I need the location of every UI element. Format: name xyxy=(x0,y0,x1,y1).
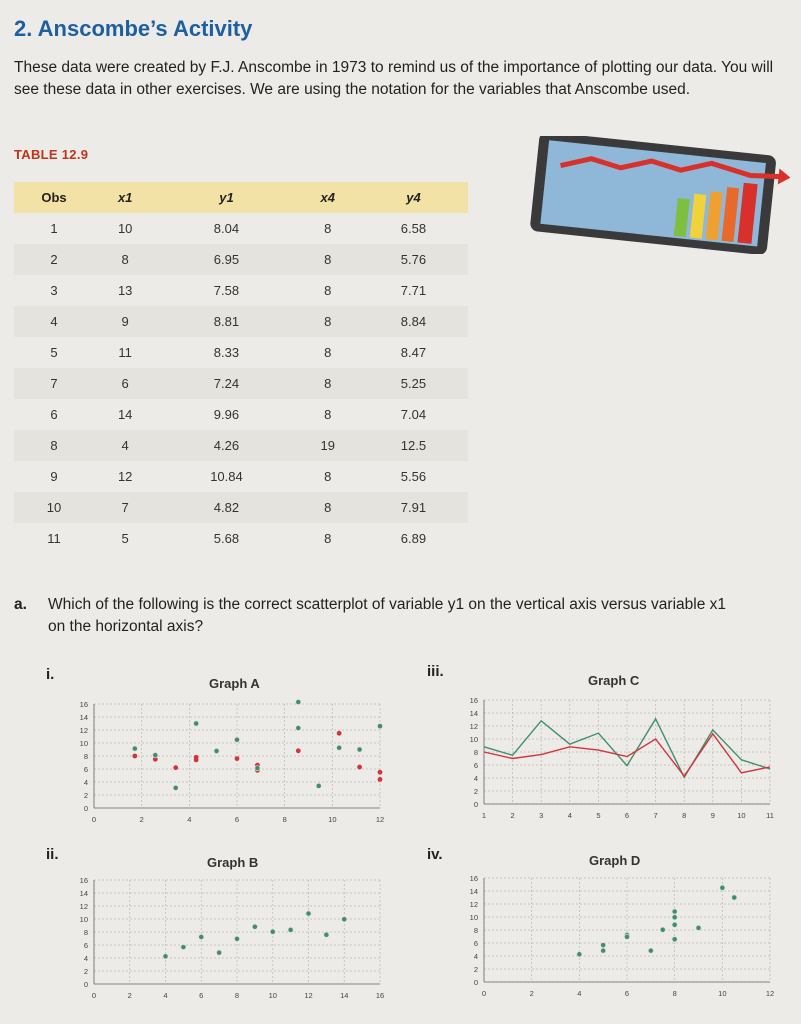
cell-y1: 10.84 xyxy=(210,469,243,484)
data-point xyxy=(601,948,606,953)
x-tick-label: 6 xyxy=(624,989,630,998)
table-row xyxy=(14,275,468,306)
y-tick-label: 12 xyxy=(79,726,88,735)
data-point xyxy=(306,911,311,916)
cell-x4: 8 xyxy=(324,345,332,360)
red-point xyxy=(296,748,301,753)
data-point xyxy=(234,936,239,941)
y-tick-label: 8 xyxy=(473,926,478,935)
cell-y1: 8.04 xyxy=(213,221,240,236)
cell-y1: 6.95 xyxy=(156,244,296,275)
green-point xyxy=(357,747,362,752)
x-tick-label: 4 xyxy=(187,815,192,824)
cell-x1: 8 xyxy=(94,244,156,275)
cell-y1: 7.58 xyxy=(213,283,240,298)
data-point xyxy=(732,895,737,900)
green-point xyxy=(255,766,260,771)
cell-x4: 8 xyxy=(324,221,332,236)
cell-x1: 7 xyxy=(94,492,156,523)
roman-iii: iii. xyxy=(427,663,444,680)
y-tick-label: 8 xyxy=(473,748,478,757)
cell-x1: 13 xyxy=(117,283,133,298)
cell-obs: 5 xyxy=(50,345,58,360)
activity-title: 2. Anscombe’s Activity xyxy=(14,16,253,41)
table-row xyxy=(14,337,468,368)
data-point xyxy=(672,915,677,920)
red-point xyxy=(378,770,383,775)
table-header-row xyxy=(14,182,468,213)
header-obs: Obs xyxy=(14,182,94,213)
cell-x4: 19 xyxy=(297,430,359,461)
y-tick-label: 4 xyxy=(473,774,478,783)
y-tick-label: 8 xyxy=(83,928,88,937)
cell-x1: 11 xyxy=(118,345,132,360)
data-point xyxy=(672,909,677,914)
x-tick-label: 10 xyxy=(268,991,277,1000)
cell-obs: 7 xyxy=(14,368,94,399)
graph-d-title: Graph D xyxy=(589,853,641,868)
red-point xyxy=(378,777,383,782)
y-tick-label: 4 xyxy=(83,954,88,963)
y-tick-label: 0 xyxy=(83,804,88,813)
y-tick-label: 10 xyxy=(469,735,478,744)
cell-y1: 8.81 xyxy=(156,306,296,337)
y-tick-label: 14 xyxy=(469,887,478,896)
x-tick-label: 7 xyxy=(653,811,658,820)
data-point xyxy=(660,927,665,932)
x-tick-label: 6 xyxy=(624,811,630,820)
table-row xyxy=(14,368,468,399)
data-point xyxy=(199,934,204,939)
x-tick-label: 6 xyxy=(199,991,204,1000)
red-point xyxy=(194,755,199,760)
y-tick-label: 14 xyxy=(79,713,88,722)
green-point xyxy=(153,752,158,757)
y-tick-label: 16 xyxy=(79,876,88,885)
green-point xyxy=(194,721,199,726)
graph-b-plot xyxy=(60,874,390,1008)
cell-y1: 7.24 xyxy=(156,368,296,399)
y-tick-label: 2 xyxy=(473,787,478,796)
y-tick-label: 4 xyxy=(83,778,88,787)
x-tick-label: 11 xyxy=(766,811,774,820)
cell-obs: 2 xyxy=(14,244,94,275)
anscombe-data-table xyxy=(14,182,468,554)
graph-a-title: Graph A xyxy=(209,676,260,691)
cell-x4: 8 xyxy=(297,492,359,523)
cell-obs: 4 xyxy=(14,306,94,337)
data-point xyxy=(217,950,222,955)
header-x1: x1 xyxy=(94,182,156,213)
cell-y1: 5.68 xyxy=(213,531,240,546)
table-row xyxy=(14,213,468,244)
red-point xyxy=(337,731,342,736)
x-tick-label: 14 xyxy=(340,991,349,1000)
cell-obs: 8 xyxy=(14,430,94,461)
red-point xyxy=(173,765,178,770)
y-tick-label: 12 xyxy=(469,900,478,909)
y-tick-label: 8 xyxy=(83,752,88,761)
cell-x1: 4 xyxy=(94,430,156,461)
x-tick-label: 4 xyxy=(163,991,168,1000)
cell-x1: 5 xyxy=(121,531,129,546)
cell-y4: 7.04 xyxy=(400,407,427,422)
x-tick-label: 16 xyxy=(375,991,385,1000)
x-tick-label: 2 xyxy=(510,811,515,820)
x-tick-label: 6 xyxy=(234,815,240,824)
cell-y4: 7.71 xyxy=(400,283,427,298)
red-point xyxy=(132,754,137,759)
y-tick-label: 0 xyxy=(473,800,478,809)
cell-y4: 5.25 xyxy=(359,368,468,399)
green-point xyxy=(337,745,342,750)
graph-b-title: Graph B xyxy=(207,855,259,870)
cell-y4: 5.76 xyxy=(359,244,468,275)
x-tick-label: 12 xyxy=(765,989,775,998)
x-tick-label: 3 xyxy=(539,811,544,820)
data-point xyxy=(672,937,677,942)
cell-x4: 8 xyxy=(297,306,359,337)
question-a xyxy=(14,594,754,638)
x-tick-label: 1 xyxy=(481,811,487,820)
y-tick-label: 10 xyxy=(79,739,88,748)
cell-y4: 5.56 xyxy=(400,469,427,484)
x-tick-label: 2 xyxy=(139,815,144,824)
x-tick-label: 10 xyxy=(737,811,746,820)
cell-x4: 8 xyxy=(297,244,359,275)
cell-obs: 1 xyxy=(50,221,58,236)
green-point xyxy=(296,699,301,704)
y-tick-label: 16 xyxy=(469,874,478,883)
x-tick-label: 0 xyxy=(481,989,487,998)
table-label: TABLE 12.9 xyxy=(14,147,89,162)
y-tick-label: 10 xyxy=(469,913,478,922)
cell-obs: 9 xyxy=(50,469,58,484)
cell-obs: 10 xyxy=(14,492,94,523)
data-point xyxy=(270,929,275,934)
y-tick-label: 12 xyxy=(469,722,478,731)
data-point xyxy=(342,917,347,922)
x-tick-label: 10 xyxy=(328,815,337,824)
tablet-arrow-head xyxy=(778,168,790,185)
cell-x1: 14 xyxy=(117,407,133,422)
x-tick-label: 8 xyxy=(282,815,287,824)
green-point xyxy=(173,785,178,790)
cell-y4: 8.84 xyxy=(359,306,468,337)
cell-y4: 6.58 xyxy=(400,221,427,236)
cell-y1: 4.26 xyxy=(156,430,296,461)
data-point xyxy=(720,885,725,890)
cell-x4: 8 xyxy=(324,283,332,298)
y-tick-label: 0 xyxy=(473,978,478,987)
cell-y4: 12.5 xyxy=(359,430,468,461)
graph-d-plot xyxy=(450,872,780,1006)
x-tick-label: 4 xyxy=(567,811,572,820)
table-row xyxy=(14,523,468,554)
data-point xyxy=(252,924,257,929)
roman-ii: ii. xyxy=(46,846,59,863)
cell-x1: 12 xyxy=(117,469,133,484)
x-tick-label: 4 xyxy=(577,989,582,998)
cell-y1: 9.96 xyxy=(213,407,240,422)
x-tick-label: 5 xyxy=(596,811,601,820)
x-tick-label: 2 xyxy=(127,991,132,1000)
cell-x1: 10 xyxy=(117,221,133,236)
y-tick-label: 16 xyxy=(469,696,478,705)
y-tick-label: 6 xyxy=(83,941,88,950)
y-tick-label: 2 xyxy=(83,791,88,800)
intro-paragraph: These data were created by F.J. Anscombe in 1973 to remind us of the importance of plotting our data. You will see these data in other exercises. We are using the notation for the variables that Anscombe used. xyxy=(14,59,774,98)
table-row xyxy=(14,399,468,430)
green-point xyxy=(132,746,137,751)
roman-i: i. xyxy=(46,666,55,683)
cell-y1: 8.33 xyxy=(213,345,240,360)
data-point xyxy=(577,952,582,957)
data-point xyxy=(624,934,629,939)
x-tick-label: 9 xyxy=(710,811,715,820)
header-y4: y4 xyxy=(359,182,468,213)
x-tick-label: 8 xyxy=(672,989,677,998)
graph-c-plot xyxy=(450,694,780,830)
y-tick-label: 10 xyxy=(79,915,88,924)
cell-x4: 8 xyxy=(324,531,332,546)
cell-y4: 8.47 xyxy=(400,345,427,360)
graph-a-plot xyxy=(60,698,390,832)
y-tick-label: 2 xyxy=(83,967,88,976)
cell-obs: 3 xyxy=(50,283,58,298)
y-tick-label: 6 xyxy=(83,765,88,774)
tablet-chart-illustration xyxy=(528,136,790,254)
table-row xyxy=(14,492,468,523)
x-tick-label: 8 xyxy=(234,991,240,1000)
data-point xyxy=(672,922,677,927)
x-tick-label: 2 xyxy=(529,989,534,998)
y-tick-label: 14 xyxy=(469,709,478,718)
x-tick-label: 12 xyxy=(375,815,385,824)
data-point xyxy=(601,942,606,947)
y-tick-label: 14 xyxy=(79,889,88,898)
data-point xyxy=(648,948,653,953)
cell-y4: 6.89 xyxy=(400,531,427,546)
green-point xyxy=(214,748,219,753)
table-row xyxy=(14,430,468,461)
header-x4: x4 xyxy=(297,182,359,213)
question-text: Which of the following is the correct scatterplot of variable y1 on the vertical axis versus variable x1 on the horizontal axis? xyxy=(48,596,727,635)
cell-x4: 8 xyxy=(324,407,332,422)
y-tick-label: 0 xyxy=(83,980,88,989)
cell-x1: 6 xyxy=(94,368,156,399)
y-tick-label: 16 xyxy=(79,700,88,709)
data-point xyxy=(324,932,329,937)
cell-x1: 9 xyxy=(94,306,156,337)
header-y1: y1 xyxy=(156,182,296,213)
cell-x4: 8 xyxy=(297,368,359,399)
data-point xyxy=(288,927,293,932)
table-row xyxy=(14,244,468,275)
roman-iv: iv. xyxy=(427,846,443,863)
data-point xyxy=(696,925,701,930)
y-tick-label: 6 xyxy=(473,939,478,948)
data-point xyxy=(163,954,168,959)
y-tick-label: 12 xyxy=(79,902,88,911)
cell-obs: 11 xyxy=(47,531,61,546)
graph-c-title: Graph C xyxy=(588,673,640,688)
y-tick-label: 4 xyxy=(473,952,478,961)
y-tick-label: 2 xyxy=(473,965,478,974)
x-tick-label: 0 xyxy=(91,991,97,1000)
x-tick-label: 8 xyxy=(682,811,687,820)
table-row xyxy=(14,306,468,337)
cell-obs: 6 xyxy=(50,407,58,422)
red-point xyxy=(357,765,362,770)
red-point xyxy=(235,756,240,761)
green-point xyxy=(296,725,301,730)
x-tick-label: 12 xyxy=(304,991,313,1000)
x-tick-label: 10 xyxy=(718,989,727,998)
question-label: a. xyxy=(14,596,27,613)
cell-y1: 4.82 xyxy=(156,492,296,523)
green-point xyxy=(316,783,321,788)
cell-y4: 7.91 xyxy=(359,492,468,523)
green-point xyxy=(234,737,239,742)
cell-x4: 8 xyxy=(324,469,332,484)
data-point xyxy=(181,944,186,949)
table-row xyxy=(14,461,468,492)
table-body xyxy=(14,213,468,554)
y-tick-label: 6 xyxy=(473,761,478,770)
x-tick-label: 0 xyxy=(91,815,97,824)
green-point xyxy=(377,724,382,729)
